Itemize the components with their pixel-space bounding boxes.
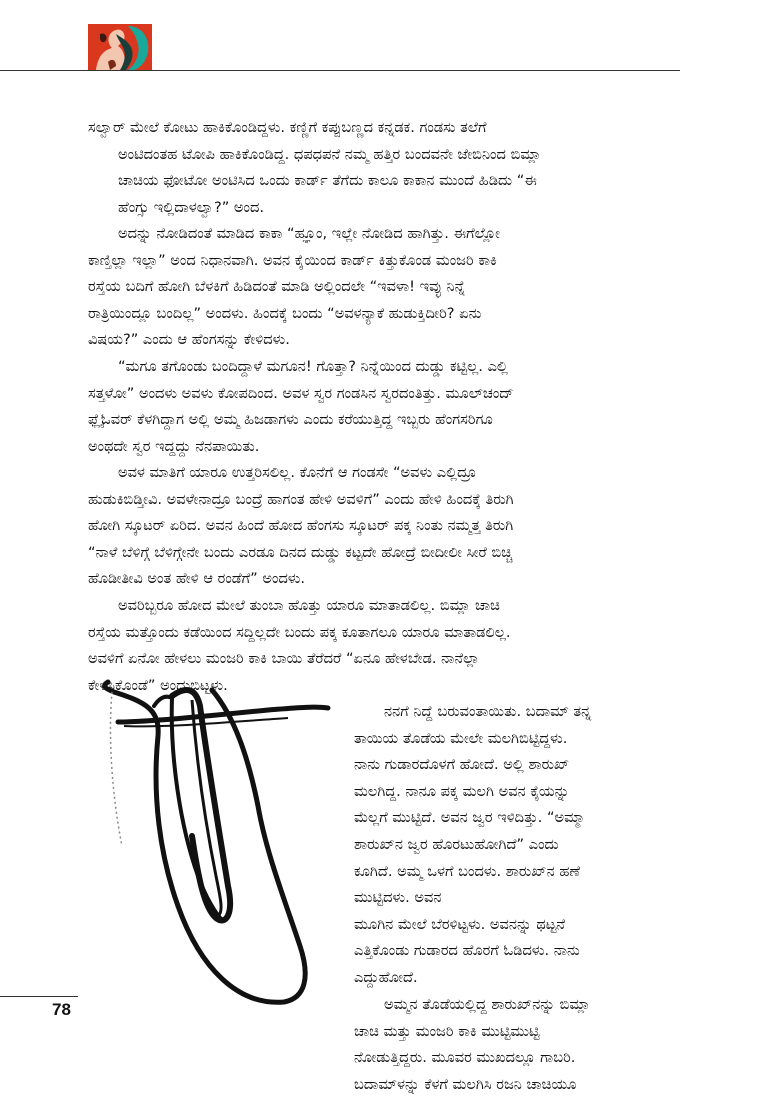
text-line: ಎದ್ದುಹೋದೆ. [354,968,418,986]
text-line: ಮಲಗಿದ್ದ. ನಾನೂ ಪಕ್ಕ ಮಲಗಿ ಅವನ ಕೈಯನ್ನು [354,782,570,800]
brush-drawing [88,676,332,1020]
text-line: ಹೆಂಗ್ಸು ಇಲ್ಲಿದಾಳಲ್ವಾ?” ಅಂದ. [118,198,265,216]
text-line: ಸಲ್ವಾರ್ ಮೇಲೆ ಕೋಟು ಹಾಕಿಕೊಂಡಿದ್ದಳು. ಕಣ್ಣಿಗೆ ಕಪ್ಪುಬಣ್ಣದ ಕನ್ನಡಕ. ಗಂಡಸು ತಲೆಗೆ [88,119,487,136]
chapter-logo [88,24,152,70]
text-line: ರಸ್ತೆಯ ಮತ್ತೊಂದು ಕಡೆಯಿಂದ ಸದ್ದಿಲ್ಲದೇ ಬಂದು ಪಕ್ಕ ಕೂತಾಗಲೂ ಯಾರೂ ಮಾತಾಡಲಿಲ್ಲ. [88,623,511,641]
text-line: ಹೊಡೀತೀವಿ ಅಂತ ಹೇಳಿ ಆ ರಂಡೆಗೆ” ಅಂದಳು. [88,570,306,588]
text-line: ವಿಷಯ?” ಎಂದು ಆ ಹೆಂಗಸನ್ನು ಕೇಳಿದಳು. [88,331,290,349]
text-line: ಕೂಗಿದೆ. ಅಮ್ಮ ಒಳಗೆ ಬಂದಳು. ಶಾರುಖ್‌ನ ಹಣೆ [354,862,581,880]
paragraph-1 [88,115,541,221]
text-line: ಅಂಟಿದಂತಹ ಟೋಪಿ ಹಾಕಿಕೊಂಡಿದ್ದ. ಧಪಧಪನೆ ನಮ್ಮ ಹತ್ತಿರ ಬಂದವನೇ ಜೇಬಿನಿಂದ ಬಿಮ್ಲಾ [118,145,542,163]
text-line: “ನಾಳೆ ಬೆಳಿಗ್ಗೆ ಬೆಳಿಗ್ಗೇನೇ ಬಂದು ಎರಡೂ ದಿನದ ದುಡ್ಡು ಕಟ್ಟದೇ ಹೋದ್ರೆ ಬೀದೀಲೀ ಸೀರೆ ಬಿಚ್ಚಿ [88,543,513,561]
paragraph-3 [88,354,513,460]
logo-image [88,24,152,70]
text-line: ಶಾರುಖ್‌ನ ಜ್ವರ ಹೊರಟುಹೋಗಿದೆ” ಎಂದು [354,835,559,853]
text-line: ಮೆಲ್ಲಗೆ ಮುಟ್ಟಿದೆ. ಅವನ ಜ್ವರ ಇಳಿದಿತ್ತು. “ಅಮ್ಮಾ [354,809,586,827]
paragraph-7 [354,992,590,1098]
text-line: ಬದಾಮ್‌ಳನ್ನು ಕೆಳಗೆ ಮಲಗಿಸಿ ರಜನಿ ಚಾಚಿಯೂ [354,1075,577,1093]
text-line: ಕೇಳಿಸಿಕೊಂಡೆ” ಅಂದುಬಿಟ್ಟಳು. [88,676,228,694]
footer-rule [0,996,78,997]
text-line: ಮೂಗಿನ ಮೇಲೆ ಬೆರಳಿಟ್ಟಳು. ಅವನನ್ನು ಥಟ್ಟನೆ [354,915,566,933]
text-line: ನನಗೆ ನಿದ್ದೆ ಬರುವಂತಾಯಿತು. ಬದಾಮ್ ತನ್ನ [384,703,592,720]
paragraph-6 [354,699,591,992]
text-line: ಅಮ್ಮನ ತೊಡೆಯಲ್ಲಿದ್ದ ಶಾರುಖ್‌ನನ್ನು ಬಿಮ್ಲಾ [384,996,591,1013]
page-number: 78 [52,1000,71,1019]
text-line: ಅವರಿಬ್ಬರೂ ಹೋದ ಮೇಲೆ ತುಂಬಾ ಹೊತ್ತು ಯಾರೂ ಮಾತಾಡಲಿಲ್ಲ. ಬಿಮ್ಲಾ ಚಾಚಿ [118,597,500,614]
text-line: ಕಾಣ್ತಿಲ್ಲಾ ಇಲ್ಲಾ” ಅಂದ ನಿಧಾನವಾಗಿ. ಅವನ ಕೈಯಿಂದ ಕಾರ್ಡ್ ಕಿತ್ತುಕೊಂಡ ಮಂಜರಿ ಕಾಕಿ [88,251,497,269]
header-rule [0,70,680,71]
brush-illustration [88,676,332,1020]
text-line: ಎತ್ತಿಕೊಂಡು ಗುಡಾರದ ಹೊರಗೆ ಓಡಿದಳು. ನಾನು [354,942,580,960]
text-line: ಮುಟ್ಟಿದಳು. ಅವನ [354,889,442,907]
paragraph-4 [88,460,514,593]
text-line: ಸತ್ತಳೋ” ಅಂದಳು ಅವಳು ಕೋಪದಿಂದ. ಅವಳ ಸ್ವರ ಗಂಡಸಿನ ಸ್ವರದಂತಿತ್ತು. ಮೂಲ್‌ಚಂದ್ [88,384,514,402]
text-line: ಚಾಚಿ ಮತ್ತು ಮಂಜರಿ ಕಾಕಿ ಮುಟ್ಟಿಮುಟ್ಟಿ [354,1022,540,1040]
text-line: ಫ್ಲೈಓವರ್ ಕೆಳಗಿದ್ದಾಗ ಅಲ್ಲಿ ಅಮ್ಮ ಹಿಜಡಾಗಳು ಎಂದು ಕರೆಯುತ್ತಿದ್ದ ಇಬ್ಬರು ಹೆಂಗಸರಿಗೂ [88,411,493,429]
paragraph-2 [88,221,500,354]
text-line: ಅದನ್ನು ನೋಡಿದಂತೆ ಮಾಡಿದ ಕಾಕಾ “ಹ್ಞೂಂ, ಇಲ್ಲೇ ನೋಡಿದ ಹಾಗಿತ್ತು. ಈಗೆಲ್ಲೋ [118,225,500,242]
text-line: ಹುಡುಕಿಬಿಡ್ತೀವಿ. ಅವಳೇನಾದ್ರೂ ಬಂದ್ರೆ ಹಾಗಂತ ಹೇಳಿ ಅವಳಿಗೆ” ಎಂದು ಹೇಳಿ ಹಿಂದಕ್ಕೆ ತಿರುಗಿ [88,490,514,508]
text-line: ಅಂಥದೇ ಸ್ವರ ಇದ್ದದ್ದು ನೆನಪಾಯಿತು. [88,437,260,455]
text-line: ಹೋಗಿ ಸ್ಕೂಟರ್ ಏರಿದ. ಅವನ ಹಿಂದೆ ಹೋದ ಹೆಂಗಸು ಸ್ಕೂಟರ್ ಪಕ್ಕ ನಿಂತು ನಮ್ಮತ್ತ ತಿರುಗಿ [88,517,514,535]
text-line: ತಾಯಿಯ ತೊಡೆಯ ಮೇಲೇ ಮಲಗಿಬಿಟ್ಟಿದ್ದಳು. [354,729,568,747]
text-line: ರಸ್ತೆಯ ಬದಿಗೆ ಹೋಗಿ ಬೆಳಕಿಗೆ ಹಿಡಿದಂತೆ ಮಾಡಿ ಅಲ್ಲಿಂದಲೇ “ಇವಳಾ! ಇವ್ಳು ನಿನ್ನೆ [88,278,466,296]
text-line: ಅವಳ ಮಾತಿಗೆ ಯಾರೂ ಉತ್ತರಿಸಲಿಲ್ಲ. ಕೊನೆಗೆ ಆ ಗಂಡಸೇ “ಅವಳು ಎಲ್ಲಿದ್ರೂ [118,464,477,481]
text-line: ನಾನು ಗುಡಾರದೊಳಗೆ ಹೋದೆ. ಅಲ್ಲಿ ಶಾರುಖ್ [354,756,570,774]
text-line: ಅವಳಿಗೆ ಏನೋ ಹೇಳಲು ಮಂಜರಿ ಕಾಕಿ ಬಾಯಿ ತೆರೆದರೆ “ಏನೂ ಹೇಳಬೇಡ. ನಾನೆಲ್ಲಾ [88,650,480,668]
text-line: ಚಾಚಿಯ ಫೋಟೋ ಅಂಟಿಸಿದ ಒಂದು ಕಾರ್ಡ್ ತೆಗೆದು ಕಾಲೂ ಕಾಕಾನ ಮುಂದೆ ಹಿಡಿದು “ಈ [118,172,537,190]
text-line: “ಮಗೂ ತಗೊಂಡು ಬಂದಿದ್ದಾಳೆ ಮಗೂನ! ಗೊತ್ತಾ? ನಿನ್ನೆಯಿಂದ ದುಡ್ಡು ಕಟ್ಟಿಲ್ಲ. ಎಲ್ಲಿ [118,358,508,375]
text-line: ರಾತ್ರಿಯಿಂದ್ಲೂ ಬಂದಿಲ್ಲ” ಅಂದಳು. ಹಿಂದಕ್ಕೆ ಬಂದು “ಅವಳನ್ಯಾಕೆ ಹುಡುಕ್ತಿದೀರಿ? ಏನು [88,304,482,322]
text-line: ನೋಡುತ್ತಿದ್ದರು. ಮೂವರ ಮುಖದಲ್ಲೂ ಗಾಬರಿ. [354,1049,576,1067]
